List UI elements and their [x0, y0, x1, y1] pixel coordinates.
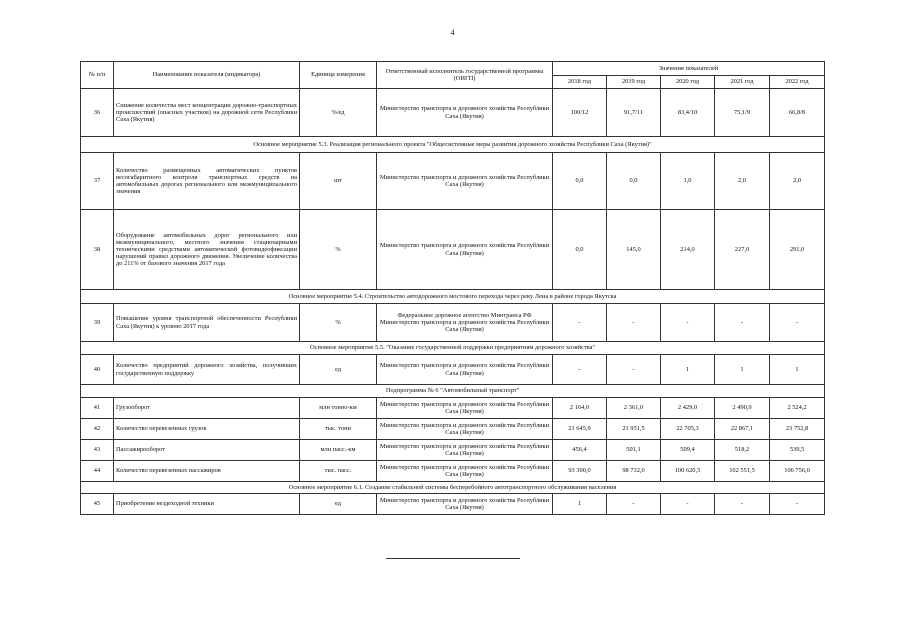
row-unit: тыс. пасс.: [300, 461, 377, 482]
header-unit: Единица измерения: [300, 62, 377, 89]
header-year: 2022 год: [770, 76, 825, 89]
row-value: 214,0: [661, 210, 715, 290]
row-executor: Министерство транспорта и дорожного хозяйства Республики Саха (Якутия): [377, 440, 553, 461]
row-unit: %: [300, 210, 377, 290]
section-title: Основное мероприятие 5.5. "Оказание государственной поддержки предприятиям дорожного хозяйства": [81, 342, 825, 355]
row-name: Повышение уровня транспортной обеспеченности Республики Саха (Якутия) к уровню 2017 года: [114, 304, 300, 342]
row-executor: Министерство транспорта и дорожного хозяйства Республики Саха (Якутия): [377, 398, 553, 419]
row-value: 1: [661, 355, 715, 385]
row-value: 93 300,0: [553, 461, 607, 482]
row-unit: шт: [300, 153, 377, 210]
row-value: 1: [553, 494, 607, 515]
row-value: 456,4: [553, 440, 607, 461]
row-value: -: [770, 494, 825, 515]
row-num: 37: [81, 153, 114, 210]
row-name: Количество перевезенных грузов: [114, 419, 300, 440]
row-executor: Министерство транспорта и дорожного хозяйства Республики Саха (Якутия): [377, 461, 553, 482]
section-title: Подпрограмма № 6 "Автомобильный транспорт": [81, 385, 825, 398]
row-value: 2 524,2: [770, 398, 825, 419]
row-name: Пассажирооборот: [114, 440, 300, 461]
row-num: 43: [81, 440, 114, 461]
row-value: 2,0: [715, 153, 770, 210]
row-value: 22 705,3: [661, 419, 715, 440]
row-value: 83,4/10: [661, 89, 715, 137]
row-value: 66,8/8: [770, 89, 825, 137]
row-value: 1: [770, 355, 825, 385]
header-values-group: Значения показателей: [553, 62, 825, 76]
row-value: 102 551,5: [715, 461, 770, 482]
row-value: 0,0: [553, 153, 607, 210]
row-num: 36: [81, 89, 114, 137]
row-value: 91,7/11: [607, 89, 661, 137]
row-value: -: [553, 355, 607, 385]
table-row: [81, 153, 825, 210]
row-value: 22 867,1: [715, 419, 770, 440]
row-value: -: [553, 304, 607, 342]
row-value: -: [661, 304, 715, 342]
section-row: [81, 342, 825, 355]
row-value: 539,5: [770, 440, 825, 461]
table-row: [81, 494, 825, 515]
row-value: 21 645,9: [553, 419, 607, 440]
row-executor: Министерство транспорта и дорожного хозяйства Республики Саха (Якутия): [377, 210, 553, 290]
row-value: 2 361,0: [607, 398, 661, 419]
row-value: 291,0: [770, 210, 825, 290]
row-name: Количество предприятий дорожного хозяйства, получивших государственную поддержку: [114, 355, 300, 385]
row-value: 21 951,5: [607, 419, 661, 440]
table-row: [81, 440, 825, 461]
row-value: -: [607, 494, 661, 515]
row-value: 518,2: [715, 440, 770, 461]
footer-separator-line: [386, 558, 520, 559]
row-value: 2 490,9: [715, 398, 770, 419]
row-executor: Министерство транспорта и дорожного хозяйства Республики Саха (Якутия): [377, 89, 553, 137]
row-executor: Министерство транспорта и дорожного хозяйства Республики Саха (Якутия): [377, 494, 553, 515]
page-number: 4: [450, 28, 455, 37]
row-unit: ед: [300, 494, 377, 515]
row-value: 2,0: [770, 153, 825, 210]
row-value: -: [770, 304, 825, 342]
indicators-table: [80, 61, 825, 515]
header-executor: Ответственный исполнитель государственной программы (ОИГП): [377, 62, 553, 89]
table-row: [81, 89, 825, 137]
row-executor: Министерство транспорта и дорожного хозяйства Республики Саха (Якутия): [377, 419, 553, 440]
table-row: [81, 461, 825, 482]
row-value: 100/12: [553, 89, 607, 137]
row-num: 44: [81, 461, 114, 482]
header-num: № п/п: [81, 62, 114, 89]
row-value: 0,0: [553, 210, 607, 290]
row-executor: Федеральное дорожное агентство Минтранса РФ Министерство транспорта и дорожного хозяйства Республики Саха (Якутия): [377, 304, 553, 342]
row-num: 39: [81, 304, 114, 342]
header-year: 2019 год: [607, 76, 661, 89]
row-executor: Министерство транспорта и дорожного хозяйства Республики Саха (Якутия): [377, 153, 553, 210]
row-name: Количество перевезенных пассажиров: [114, 461, 300, 482]
row-num: 40: [81, 355, 114, 385]
section-row: [81, 482, 825, 494]
table-row: [81, 398, 825, 419]
section-title: Основное мероприятие 6.1. Создание стабильной системы бесперебойного автотранспортного обслуживания населения: [81, 482, 825, 494]
row-name: Количество размещенных автоматических пунктов весогабаритного контроля транспортных средств на автомобильных дорогах регионального или межмуниципального значения: [114, 153, 300, 210]
row-value: -: [661, 494, 715, 515]
row-unit: тыс. тонн: [300, 419, 377, 440]
row-value: 227,0: [715, 210, 770, 290]
row-name: Приобретение вездеходной техники: [114, 494, 300, 515]
table-row: [81, 304, 825, 342]
row-value: 106 756,0: [770, 461, 825, 482]
row-value: 1: [715, 355, 770, 385]
section-row: [81, 290, 825, 304]
row-value: 509,4: [661, 440, 715, 461]
row-value: 0,0: [607, 153, 661, 210]
table-row: [81, 355, 825, 385]
row-value: 145,0: [607, 210, 661, 290]
row-value: 1,0: [661, 153, 715, 210]
row-value: 501,1: [607, 440, 661, 461]
row-value: 23 752,8: [770, 419, 825, 440]
row-name: Грузооборот: [114, 398, 300, 419]
row-num: 38: [81, 210, 114, 290]
row-unit: млн пасс.-км: [300, 440, 377, 461]
header-year: 2021 год: [715, 76, 770, 89]
header-year: 2020 год: [661, 76, 715, 89]
row-unit: млн тонно-км: [300, 398, 377, 419]
table-row: [81, 419, 825, 440]
section-row: [81, 385, 825, 398]
row-value: 98 732,0: [607, 461, 661, 482]
row-value: -: [715, 304, 770, 342]
row-num: 45: [81, 494, 114, 515]
row-value: -: [607, 355, 661, 385]
row-unit: %: [300, 304, 377, 342]
row-value: -: [715, 494, 770, 515]
section-title: Основное мероприятие 5.4. Строительство автодорожного мостового перехода через реку Лена в районе города Якутска: [81, 290, 825, 304]
row-value: -: [607, 304, 661, 342]
section-row: [81, 137, 825, 153]
row-unit: ед: [300, 355, 377, 385]
header-name: Наименование показателя (индикатора): [114, 62, 300, 89]
row-name: Оборудование автомобильных дорог регионального или межмуниципального, местного значения стационарными техническими средствами автоматической фотовидеофиксации нарушений правил дорожного движения. Увеличение количества до 211% от базового значения 2017 года: [114, 210, 300, 290]
row-executor: Министерство транспорта и дорожного хозяйства Республики Саха (Якутия): [377, 355, 553, 385]
row-unit: %/ед: [300, 89, 377, 137]
row-num: 42: [81, 419, 114, 440]
row-value: 100 620,5: [661, 461, 715, 482]
row-value: 75,1/9: [715, 89, 770, 137]
row-name: Снижение количества мест концентрации дорожно-транспортных происшествий (опасных участков) на дорожной сети Республики Саха (Якутия): [114, 89, 300, 137]
row-num: 41: [81, 398, 114, 419]
section-title: Основное мероприятие 5.3. Реализация регионального проекта "Общесистемные меры развития дорожного хозяйства Республики Саха (Якутия)": [81, 137, 825, 153]
row-value: 2 164,0: [553, 398, 607, 419]
row-value: 2 429,0: [661, 398, 715, 419]
table-row: [81, 210, 825, 290]
header-year: 2018 год: [553, 76, 607, 89]
